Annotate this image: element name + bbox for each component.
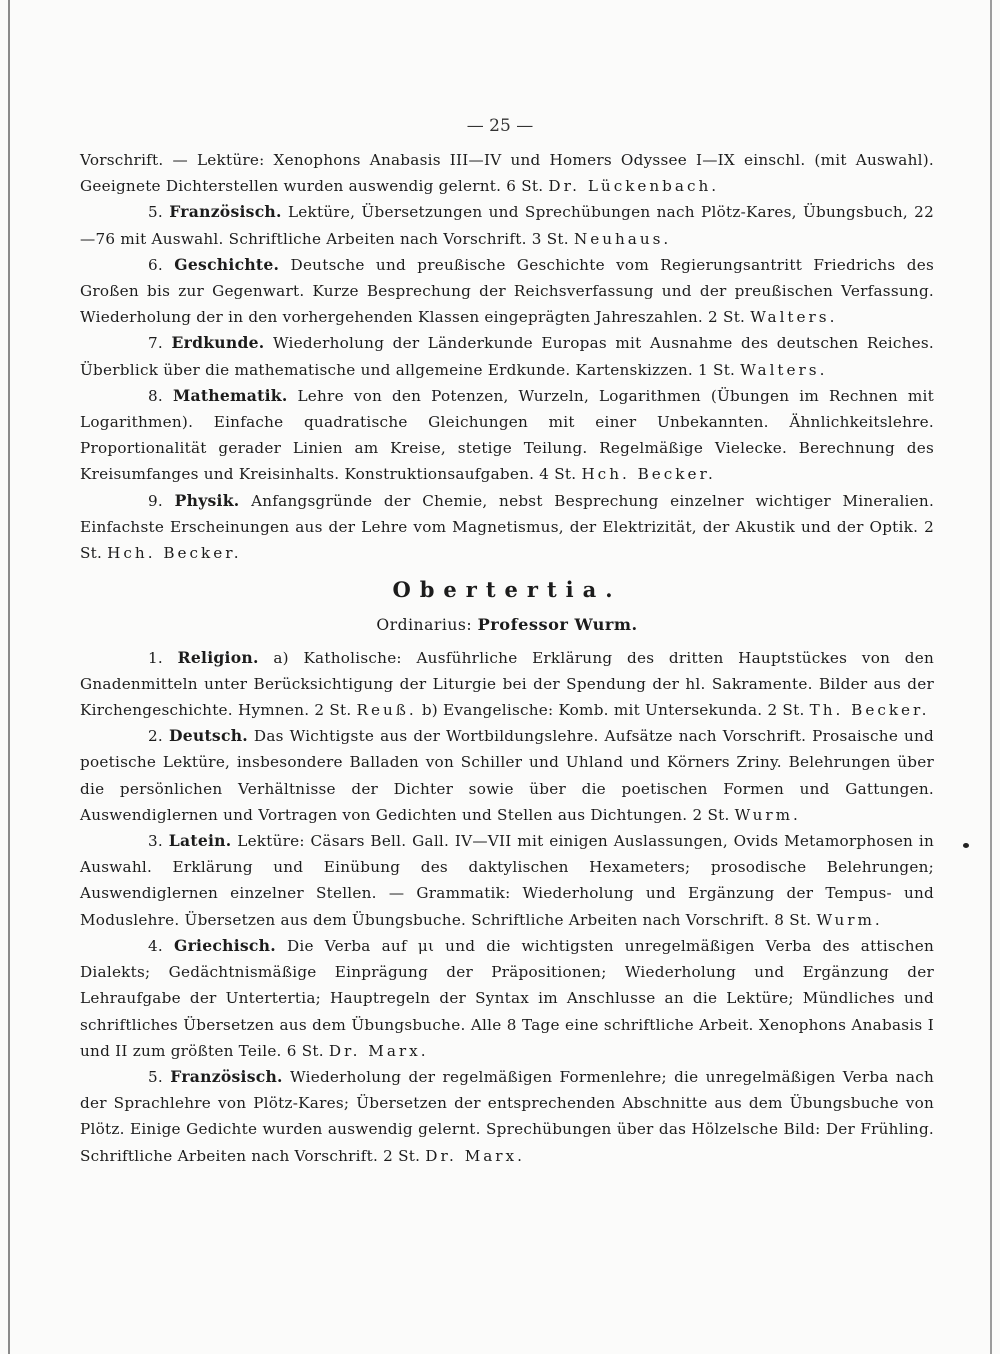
subject-item	[80, 933, 934, 1064]
teacher-name: Wurm.	[734, 805, 801, 824]
item-text: Die Verba auf μι und die wichtigsten unregelmäßigen Verba des attischen Dialekts; Gedächtnismäßige Einprägung der Präpositionen; Wiederholung und Ergänzung der Lehraufgabe der Untertertia; Hauptregeln der Syntax im Anschlusse an die Lektüre; Mündliches und schriftliches Übersetzen aus dem Übungsbuche. Alle 8 Tage eine schriftliche Arbeit. Xenophons Anabasis I und II zum größten Teile. 6 St.	[80, 936, 934, 1060]
item-number: 3.	[148, 832, 163, 851]
intro-paragraph	[80, 147, 934, 199]
item-text: Deutsche und preußische Geschichte vom Regierungsantritt Friedrichs des Großen bis zur Gegenwart. Kurze Besprechung der Reichsverfassung und der preußischen Verfassung. Wiederholung der in den vorhergehenden Klassen eingeprägten Jahreszahlen. 2 St.	[80, 255, 935, 327]
teacher-name: Hch. Becker.	[581, 465, 716, 484]
subject-name: Latein.	[168, 831, 232, 851]
subject-item	[80, 828, 934, 933]
item-text: Wiederholung der regelmäßigen Formenlehre; die unregelmäßigen Verba nach der Sprachlehre von Plötz-Kares; Übersetzen der entsprechenden Abschnitte aus dem Übungsbuche von Plötz. Einige Gedichte wurden auswendig gelernt. Sprechübungen über das Hölzelsche Bild: Der Frühling. Schriftliche Arbeiten nach Vorschrift. 2 St.	[80, 1067, 935, 1165]
item-text: Lehre von den Potenzen, Wurzeln, Logarithmen (Übungen im Rechnen mit Logarithmen). Einfache quadratische Gleichungen mit einer Unbekannten. Ähnlichkeitslehre. Proportionalität gerader Linien am Kreise, stetige Teilung. Regelmäßige Vielecke. Berechnung des Kreisumfanges und Kreisinhalts. Konstruktionsaufgaben. 4 St.	[80, 386, 935, 484]
subject-name: Französisch.	[170, 1066, 283, 1086]
teacher-name: Dr. Marx.	[425, 1146, 525, 1165]
subject-item	[80, 252, 934, 331]
subject-item	[80, 645, 934, 724]
ink-speck	[963, 843, 969, 848]
item-number: 7.	[148, 334, 163, 353]
teacher-name: Hch. Becker.	[107, 544, 242, 563]
subject-item	[80, 1064, 934, 1169]
item-number: 8.	[148, 386, 163, 405]
item-number: 9.	[148, 491, 163, 510]
subject-name: Französisch.	[169, 202, 282, 222]
teacher-name: Neuhaus.	[573, 229, 672, 248]
subject-name: Erdkunde.	[171, 333, 265, 353]
item-text-2: b) Evangelische: Komb. mit Untersekunda. 2 St.	[421, 701, 805, 720]
section-title: Obertertia.	[392, 577, 622, 603]
subject-item	[80, 383, 934, 488]
subject-name: Religion.	[177, 647, 259, 667]
item-number: 4.	[148, 936, 163, 955]
ordinarius-line	[80, 612, 934, 638]
teacher-name-2: Th. Becker.	[809, 701, 930, 720]
teacher-name: Wurm.	[816, 910, 883, 929]
item-text: Lektüre, Übersetzungen und Sprechübungen nach Plötz-Kares, Übungsbuch, 22—76 mit Auswahl. Schriftliche Arbeiten nach Vorschrift. 3 St.	[80, 203, 935, 248]
subject-name: Geschichte.	[174, 254, 280, 274]
item-text: Wiederholung der Länderkunde Europas mit Ausnahme des deutschen Reiches. Überblick über die mathematische und allgemeine Erdkunde. Kartenskizzen. 1 St.	[80, 334, 935, 379]
ordinarius-name: Professor Wurm.	[477, 615, 638, 635]
item-number: 5.	[148, 203, 163, 222]
item-number: 6.	[148, 255, 163, 274]
item-number: 5.	[148, 1067, 163, 1086]
item-text: a) Katholische: Ausführliche Erklärung des dritten Hauptstückes von den Gnadenmitteln unter Berücksichtigung der Liturgie bei der Spendung der hl. Sakramente. Bilder aus der Kirchengeschichte. Hymnen. 2 St.	[80, 648, 935, 720]
page-edge-left	[8, 0, 10, 1354]
page-edge-right	[990, 0, 992, 1354]
subject-item	[80, 488, 934, 567]
subject-item	[80, 199, 934, 251]
body-text	[80, 147, 934, 1169]
teacher-name: Dr. Marx.	[328, 1041, 429, 1060]
ordinarius-label: Ordinarius:	[376, 616, 473, 635]
page-number: — 25 —	[466, 116, 534, 136]
subject-name: Deutsch.	[168, 726, 248, 746]
subject-name: Griechisch.	[174, 935, 276, 955]
item-text: Anfangsgründe der Chemie, nebst Besprechung einzelner wichtiger Mineralien. Einfachste Erscheinungen aus der Lehre vom Magnetismus, der Elektrizität, der Akustik und der Optik. 2 St.	[80, 491, 935, 563]
item-text: Lektüre: Cäsars Bell. Gall. IV—VII mit einigen Auslassungen, Ovids Metamorphosen in Auswahl. Erklärung und Einübung des daktylischen Hexameters; prosodische Belehrungen; Auswendiglernen einzelner Stellen. — Grammatik: Wiederholung und Ergänzung der Tempus- und Moduslehre. Übersetzen aus dem Übungsbuche. Schriftliche Arbeiten nach Vorschrift. 8 St.	[80, 832, 935, 929]
subject-item	[80, 330, 934, 382]
item-text: Das Wichtigste aus der Wortbildungslehre. Aufsätze nach Vorschrift. Prosaische und poetische Lektüre, insbesondere Balladen von Schiller und Uhland und Körners Zriny. Belehrungen über die persönlichen Verhältnisse der Dichter sowie über die poetischen Formen und Gattungen. Auswendiglernen und Vortragen von Gedichten und Stellen aus Dichtungen. 2 St.	[80, 727, 935, 824]
item-number: 1.	[148, 648, 163, 667]
intro-teacher: Dr. Lückenbach.	[548, 177, 720, 196]
teacher-name: Reuß.	[356, 701, 417, 720]
subject-item	[80, 723, 934, 828]
teacher-name: Walters.	[740, 360, 828, 379]
subject-name: Mathematik.	[172, 385, 288, 405]
subject-name: Physik.	[174, 490, 240, 510]
item-number: 2.	[148, 727, 163, 746]
intro-text: Vorschrift. — Lektüre: Xenophons Anabasis III—IV und Homers Odyssee I—IX einschl. (mit Auswahl). Geeignete Dichterstellen wurden auswendig gelernt. 6 St.	[80, 151, 934, 196]
teacher-name: Walters.	[750, 308, 838, 327]
